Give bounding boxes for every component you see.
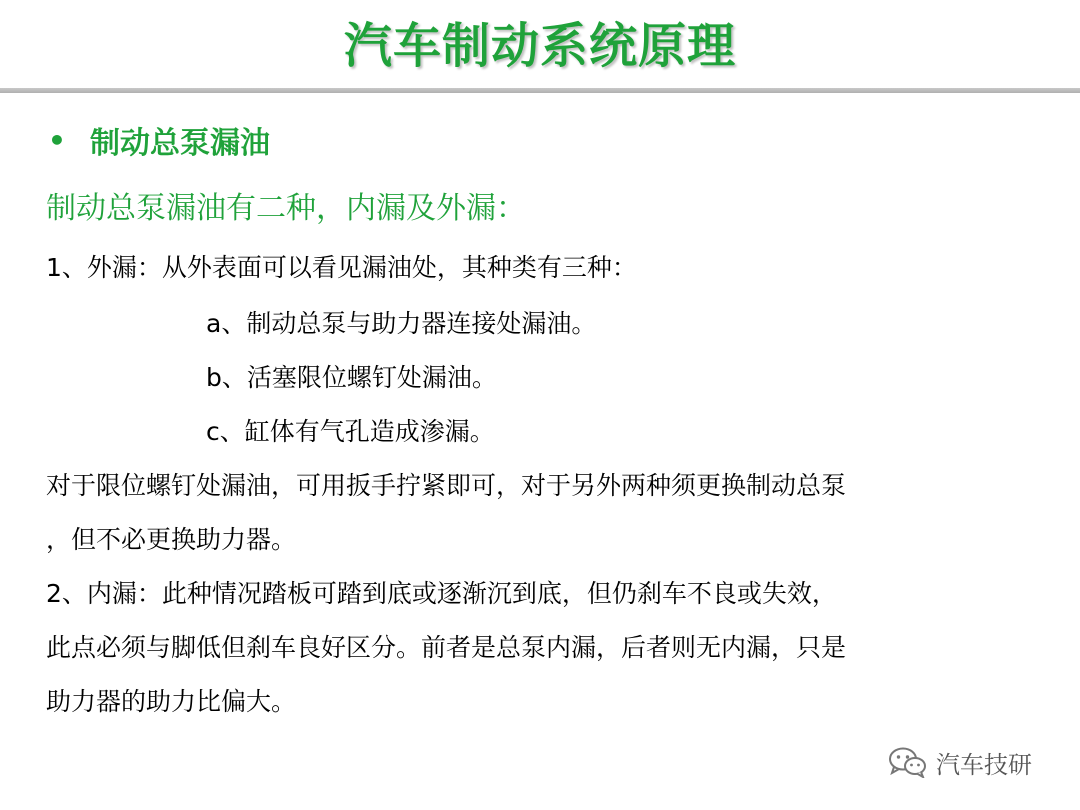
body-line-internal-leak-3: 助力器的助力比偏大。 — [46, 687, 297, 716]
wechat-icon — [888, 746, 928, 778]
watermark — [888, 742, 1032, 782]
body-line-item-a: a、制动总泵与助力器连接处漏油。 — [206, 309, 597, 338]
slide-title: 汽车制动系统原理 — [343, 18, 736, 74]
body-line-fix-2: ，但不必更换助力器。 — [46, 525, 297, 554]
bullet-heading — [48, 118, 270, 162]
body-line-item-b: b、活塞限位螺钉处漏油。 — [206, 363, 497, 392]
subheading: 制动总泵漏油有二种，内漏及外漏： — [46, 191, 526, 226]
body-line-internal-leak-2: 此点必须与脚低但刹车良好区分。前者是总泵内漏，后者则无内漏，只是 — [46, 633, 847, 662]
body-line-item-c: c、缸体有气孔造成渗漏。 — [206, 417, 495, 446]
title-divider — [0, 88, 1080, 93]
body-line-external-leak: 1、外漏：从外表面可以看见漏油处，其种类有三种： — [46, 253, 637, 282]
bullet-icon: • — [48, 123, 66, 157]
body-line-internal-leak-1: 2、内漏：此种情况踏板可踏到底或逐渐沉到底，但仍刹车不良或失效， — [46, 579, 837, 608]
watermark-text: 汽车技研 — [936, 750, 1032, 779]
body-line-fix-1: 对于限位螺钉处漏油，可用扳手拧紧即可，对于另外两种须更换制动总泵 — [46, 471, 847, 500]
bullet-heading-text: 制动总泵漏油 — [90, 126, 270, 161]
